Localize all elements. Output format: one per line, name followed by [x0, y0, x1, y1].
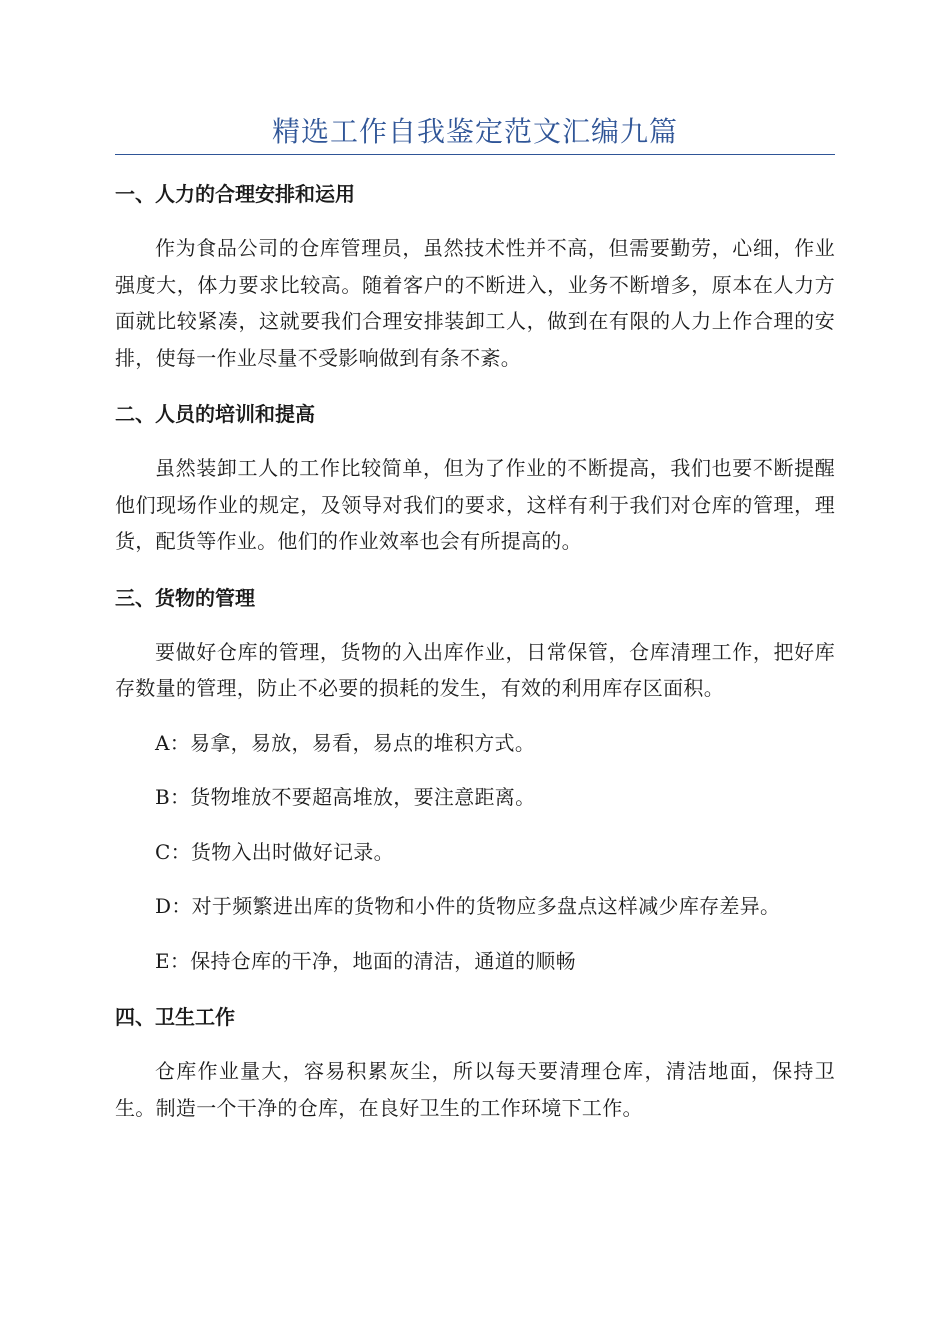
section-3-paragraph-1: 要做好仓库的管理，货物的入出库作业，日常保管，仓库清理工作，把好库存数量的管理，防止不必要的损耗的发生，有效的利用库存区面积。 [115, 639, 835, 700]
section-heading-1: 一、人力的合理安排和运用 [115, 182, 355, 206]
list-item-b: B：货物堆放不要超高堆放，要注意距离。 [155, 785, 536, 809]
section-heading-2: 二、人员的培训和提高 [115, 402, 315, 426]
section-heading-3: 三、货物的管理 [115, 585, 255, 610]
section-4-paragraph-1: 仓库作业量大，容易积累灰尘，所以每天要清理仓库，清洁地面，保持卫生。制造一个干净的仓库，在良好卫生的工作环境下工作。 [115, 1059, 835, 1120]
list-item-a: A：易拿，易放，易看，易点的堆积方式。 [155, 730, 536, 755]
title-underline [115, 154, 835, 155]
document-body [115, 176, 835, 1126]
list-item-d: D：对于频繁进出库的货物和小件的货物应多盘点这样减少库存差异。 [155, 894, 781, 918]
list-item-c: C：货物入出时做好记录。 [155, 839, 394, 864]
page-title: 精选工作自我鉴定范文汇编九篇 [271, 115, 678, 148]
section-2-paragraph-1: 虽然装卸工人的工作比较简单，但为了作业的不断提高，我们也要不断提醒他们现场作业的规定，及领导对我们的要求，这样有利于我们对仓库的管理，理货，配货等作业。他们的作业效率也会有所提高的。 [115, 456, 835, 553]
list-item-e: E：保持仓库的干净，地面的清洁，通道的顺畅 [155, 948, 576, 973]
section-heading-4: 四、卫生工作 [115, 1005, 235, 1029]
section-1-paragraph-1: 作为食品公司的仓库管理员，虽然技术性并不高，但需要勤劳，心细，作业强度大，体力要求比较高。随着客户的不断进入，业务不断增多，原本在人力方面就比较紧凑，这就要我们合理安排装卸工人，做到在有限的人力上作合理的安排，使每一作业尽量不受影响做到有条不紊。 [115, 236, 835, 370]
